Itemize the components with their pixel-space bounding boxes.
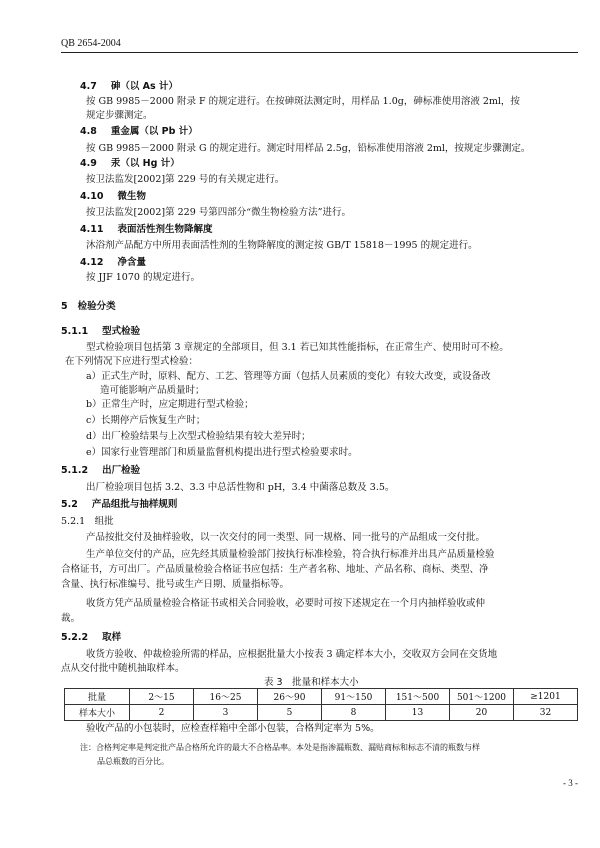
section-heading	[61, 300, 116, 313]
section-heading	[80, 190, 146, 203]
section-number: 5.1.1	[61, 326, 89, 337]
section-number: 5.2	[61, 499, 78, 510]
table-cell: 16～25	[194, 689, 258, 705]
section-title: 微生物	[117, 191, 146, 202]
section-title: 汞（以 Hg 计）	[110, 158, 180, 169]
body-text-line: 收货方验收、仲裁检验所需的样品，应根据批量大小按表 3 确定样本大小，交收双方会同在交货地	[86, 649, 498, 660]
section-heading	[61, 631, 121, 644]
body-text-line: 按 GB 9985－2000 附录 F 的规定进行。在按砷斑法测定时，用样品 1.0g，砷标准使用溶液 2ml，按	[86, 96, 520, 107]
body-text-line: 含量、执行标准编号、批号或生产日期、质量指标等。	[61, 579, 290, 590]
table-cell: 151～500	[386, 689, 450, 705]
body-text-line: 在下列情况下应进行型式检验：	[65, 356, 199, 367]
section-heading	[80, 157, 180, 170]
table-caption: 表 3 批量和样本大小	[264, 677, 359, 688]
table-cell: 2	[130, 705, 194, 721]
body-text-line: 按卫法监发[2002]第 229 号第四部分“微生物检验方法”进行。	[86, 207, 351, 218]
body-text-line: 收货方凭产品质量检验合格证书或相关合同验收，必要时可按下述规定在一个月内抽样验收或仲	[86, 598, 486, 609]
body-text-line: 造可能影响产品质量时；	[100, 385, 205, 396]
table-cell: 26～90	[258, 689, 322, 705]
section-number: 5	[61, 301, 68, 312]
body-text-line: 按 JJF 1070 的规定进行。	[86, 272, 200, 283]
table-cell: 3	[194, 705, 258, 721]
section-title: 检验分类	[77, 301, 116, 312]
body-text-line: a）正式生产时，原料、配方、工艺、管理等方面（包括人员素质的变化）有较大改变，或设备改	[86, 371, 491, 382]
table-cell: 2～15	[130, 689, 194, 705]
body-text-line: 合格证书，方可出厂。产品质量检验合格证书应包括：生产者名称、地址、产品名称、商标、类型、净	[61, 564, 489, 575]
body-text-line: 沐浴剂产品配方中所用表面活性剂的生物降解度的测定按 GB/T 15818－1995 的规定进行。	[86, 240, 478, 251]
section-number: 4.9	[80, 158, 97, 169]
body-text-line: 裁。	[61, 613, 81, 624]
section-title: 表面活性剂生物降解度	[117, 224, 213, 235]
body-text-line: e）国家行业管理部门和质量监督机构提出进行型式检验要求时。	[86, 447, 358, 458]
header-rule	[61, 52, 578, 53]
section-heading	[80, 80, 178, 93]
section-title: 净含量	[117, 257, 146, 268]
table-cell: 13	[386, 705, 450, 721]
table-row	[65, 705, 578, 721]
table-cell: 501～1200	[450, 689, 514, 705]
body-text-line: 出厂检验项目包括 3.2、3.3 中总活性物和 pH，3.4 中菌落总数及 3.5。	[86, 482, 395, 493]
body-text-line: b）正常生产时，应定期进行型式检验；	[86, 399, 254, 410]
section-number: 4.7	[80, 81, 97, 92]
table-cell: 8	[322, 705, 386, 721]
table-cell: 5	[258, 705, 322, 721]
table-note-line: 注：合格判定率是判定批产品合格所允许的最大不合格品率。本处是指渗漏瓶数、漏贴商标和标志不清的瓶数与样	[80, 743, 480, 752]
section-heading	[61, 464, 140, 477]
body-text-line: 5.2.1 组批	[61, 516, 114, 527]
section-title: 出厂检验	[102, 465, 141, 476]
section-number: 4.10	[80, 191, 104, 202]
table-cell: 91～150	[322, 689, 386, 705]
section-title: 重金属（以 Pb 计）	[110, 126, 198, 137]
section-title: 产品组批与抽样规则	[91, 499, 178, 510]
body-text-line: 按 GB 9985－2000 附录 G 的规定进行。测定时用样品 2.5g，铅标准使用溶液 2ml，按规定步骤测定。	[86, 143, 531, 154]
table-cell: 32	[514, 705, 578, 721]
section-heading	[61, 498, 177, 511]
body-text-line: c）长期停产后恢复生产时；	[86, 415, 206, 426]
body-text-line: 按卫法监发[2002]第 229 号的有关规定进行。	[86, 174, 285, 185]
section-number: 5.2.2	[61, 632, 89, 643]
section-title: 砷（以 As 计）	[110, 81, 178, 92]
body-text-line: 验收产品的小包装时，应检查样箱中全部小包装，合格判定率为 5%。	[86, 723, 380, 734]
section-heading	[80, 223, 212, 236]
section-heading	[61, 325, 140, 338]
table-row	[65, 689, 578, 705]
table-row-header: 批量	[65, 689, 130, 705]
batch-sample-size-table	[64, 688, 578, 721]
section-heading	[80, 125, 198, 138]
body-text-line: 型式检验项目包括第 3 章规定的全部项目，但 3.1 若已知其性能指标，在正常生产、使用时可不检。	[86, 342, 509, 353]
body-text-line: 生产单位交付的产品，应先经其质量检验部门按执行标准检验，符合执行标准并出具产品质量检验	[86, 549, 495, 560]
section-number: 4.11	[80, 224, 104, 235]
section-number: 4.12	[80, 257, 104, 268]
section-title: 型式检验	[102, 326, 141, 337]
section-heading	[80, 256, 146, 269]
body-text-line: 点从交付批中随机抽取样本。	[61, 663, 185, 674]
standard-code-header: QB 2654-2004	[61, 38, 121, 49]
table-row-header: 样本大小	[65, 705, 130, 721]
section-title: 取样	[102, 632, 122, 643]
body-text-line: 产品按批交付及抽样验收，以一次交付的同一类型、同一规格、同一批号的产品组成一交付批。	[86, 532, 486, 543]
table-note-line: 品总瓶数的百分比。	[97, 757, 169, 766]
page-number: - 3 -	[563, 778, 578, 788]
section-number: 4.8	[80, 126, 97, 137]
table-cell: ≥1201	[514, 689, 578, 705]
body-text-line: 规定步骤测定。	[86, 110, 153, 121]
section-number: 5.1.2	[61, 465, 89, 476]
table-cell: 20	[450, 705, 514, 721]
body-text-line: d）出厂检验结果与上次型式检验结果有较大差异时；	[86, 431, 311, 442]
